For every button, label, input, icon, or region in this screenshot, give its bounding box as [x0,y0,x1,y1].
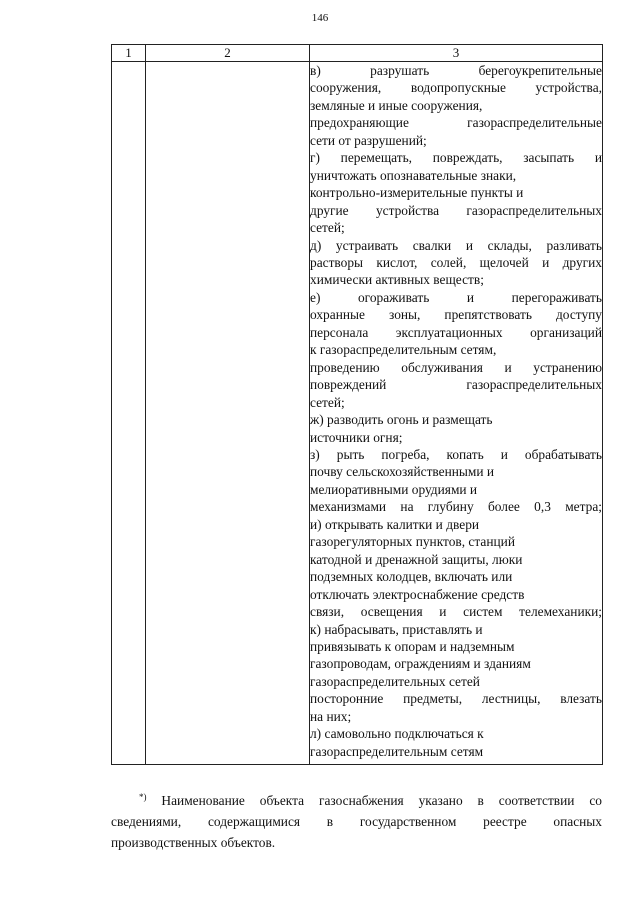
text-line: г) перемещать, повреждать, засыпать и [310,150,602,166]
footnote-marker: *) [139,792,147,802]
text-line: к) набрасывать, приставлять и [310,621,483,637]
text-line: з) рыть погреба, копать и обрабатывать [310,446,602,462]
text-line: и) открывать калитки и двери [310,516,480,532]
cell-col1 [112,62,146,765]
text-line: повреждений газораспределительных [310,377,602,393]
text-line: на них; [310,708,352,724]
footnote-text: Наименование объекта газоснабжения указано в соответствии со [161,793,603,808]
footnote-line [111,787,602,811]
text-line: привязывать к опорам и надземным [310,638,515,654]
text-line: предохраняющие газораспределительные [310,115,602,131]
text-line: химически активных веществ; [310,272,484,288]
cell-col2 [146,62,310,765]
text-line: сети от разрушений; [310,132,427,148]
text-line: катодной и дренажной защиты, люки [310,551,523,567]
text-line: сетей; [310,394,345,410]
text-line: другие устройства газораспределительных [310,202,602,218]
column-header-2: 2 [146,45,310,62]
text-line: уничтожать опознавательные знаки, [310,167,517,183]
table-header-row [112,45,603,62]
cell-col3-prohibitions [310,62,603,765]
text-line: подземных колодцев, включать или [310,569,513,585]
footnote [111,787,602,853]
text-line: газораспределительных сетей [310,673,480,689]
text-line: почву сельскохозяйственными и [310,464,495,480]
text-line: сетей; [310,220,345,236]
requirements-table [111,44,603,765]
text-line: охранные зоны, препятствовать доступу [310,307,602,323]
text-line: отключать электроснабжение средств [310,586,525,602]
page-number: 146 [311,12,329,24]
table-row [112,62,603,765]
text-line: персонала эксплуатационных организаций [310,324,602,340]
column-header-3: 3 [310,45,603,62]
column-header-1: 1 [112,45,146,62]
text-line: контрольно-измерительные пункты и [310,185,524,201]
text-line: сооружения, водопропускные устройства, [310,80,602,96]
text-line: к газораспределительным сетям, [310,342,497,358]
text-line: проведению обслуживания и устранению [310,359,602,375]
text-line: д) устраивать свалки и склады, разливать [310,237,602,253]
footnote-line: сведениями, содержащимися в государственном реестре опасных [111,814,602,829]
text-line: мелиоративными орудиями и [310,481,478,497]
text-line: связи, освещения и систем телемеханики; [310,604,602,620]
text-line: механизмами на глубину более 0,3 метра; [310,499,602,515]
text-line: газорегуляторных пунктов, станций [310,534,516,550]
text-line: посторонние предметы, лестницы, влезать [310,691,602,707]
text-line: газопроводам, ограждениям и зданиям [310,656,531,672]
text-line: л) самовольно подключаться к [310,726,484,742]
text-line: растворы кислот, солей, щелочей и других [310,254,602,270]
text-line: газораспределительным сетям [310,743,484,759]
text-line: ж) разводить огонь и размещать [310,412,493,428]
footnote-line: производственных объектов. [111,835,276,850]
text-line: в) разрушать берегоукрепительные [310,63,602,78]
text-line: источники огня; [310,429,403,445]
text-line: земляные и иные сооружения, [310,97,483,113]
text-line: е) огораживать и перегораживать [310,289,602,305]
